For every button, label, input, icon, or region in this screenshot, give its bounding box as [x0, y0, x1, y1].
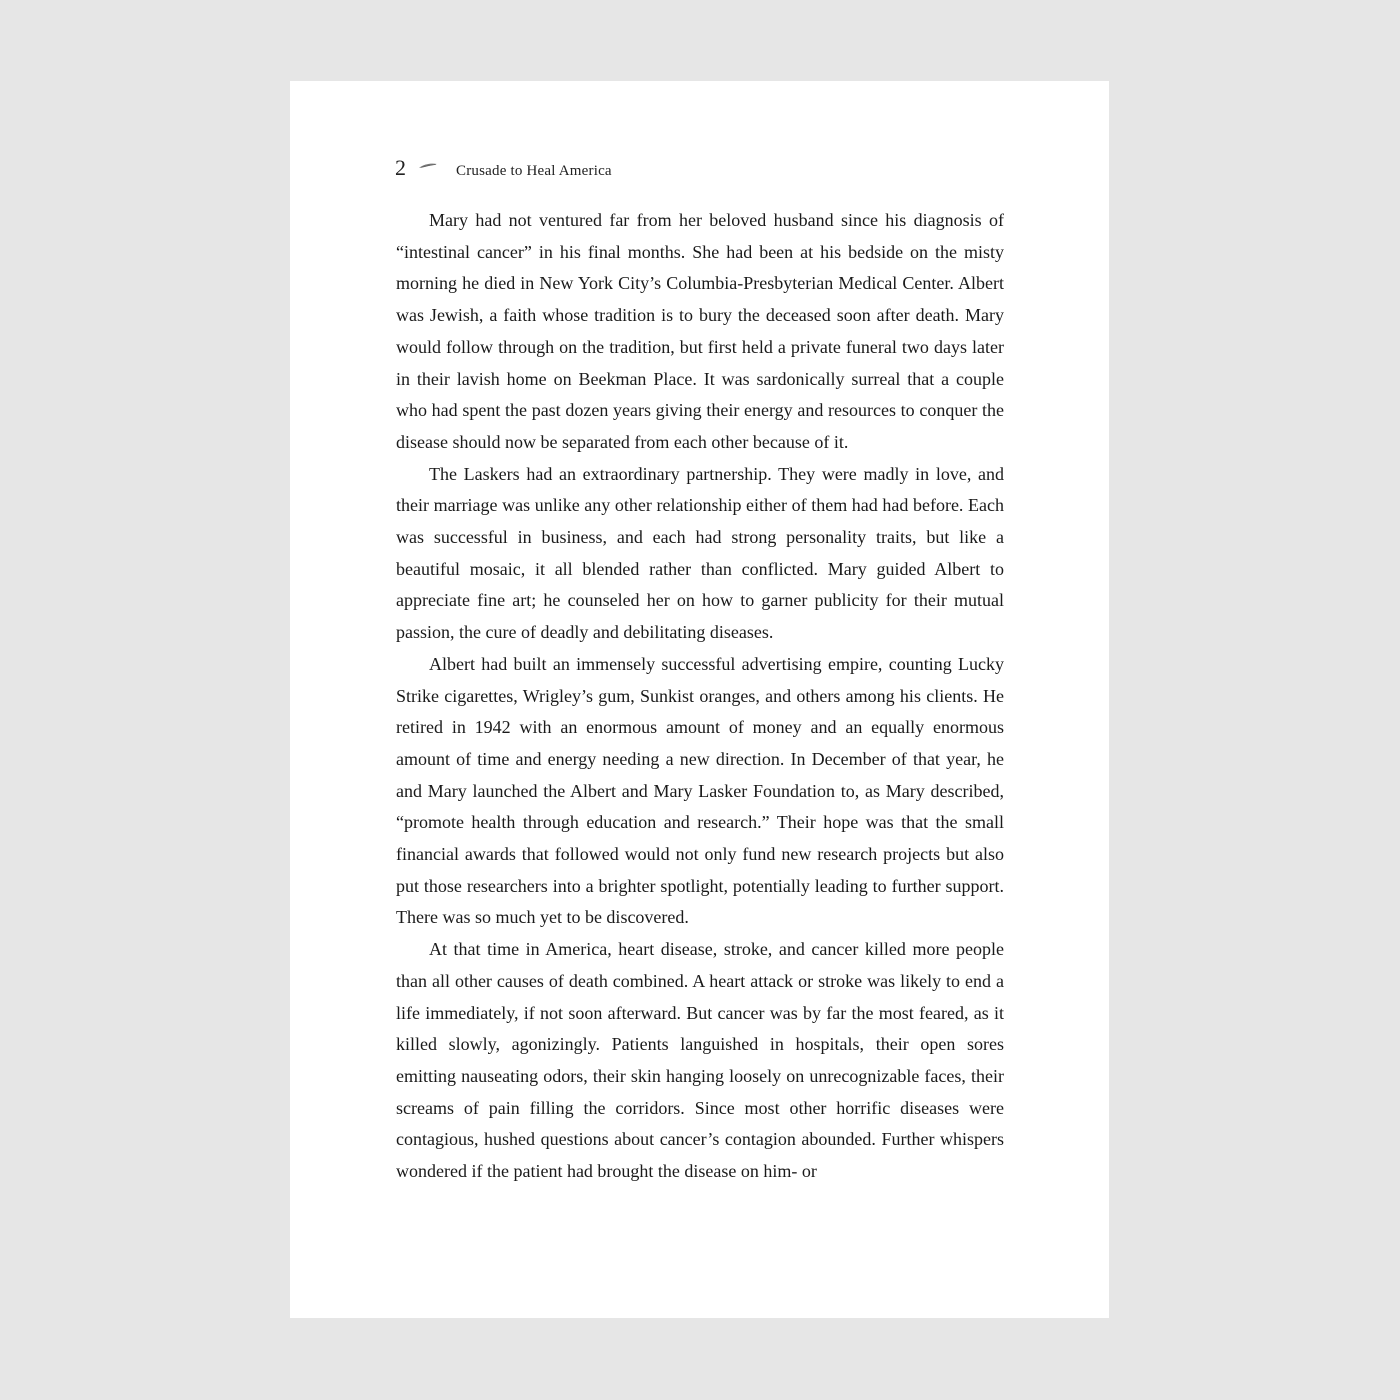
paragraph-1: Mary had not ventured far from her beloved husband since his diagnosis of “intestinal cancer” in his final months. She had been at his bedside on the misty morning he died in New York City’s Columbia-Presbyterian Medical Center. Albert was Jewish, a faith whose tradition is to bury the deceased soon after death. Mary would follow through on the tradition, but first held a private funeral two days later in their lavish home on Beekman Place. It was sardonically surreal that a couple who had spent the past dozen years giving their energy and resources to conquer the disease should now be separated from each other because of it.: [396, 210, 1004, 452]
book-page: [290, 81, 1109, 1318]
book-title: Crusade to Heal America: [456, 163, 612, 179]
paragraph-4: At that time in America, heart disease, stroke, and cancer killed more people than all other causes of death combined. A heart attack or stroke was likely to end a life immediately, if not soon afterward. But cancer was by far the most feared, as it killed slowly, agonizingly. Patients languished in hospitals, their open sores emitting nauseating odors, their skin hanging loosely on unrecognizable faces, their screams of pain filling the corridors. Since most other horrific diseases were contagious, hushed questions about cancer’s contagion abounded. Further whispers wondered if the patient had brought the disease on him- or: [396, 939, 1004, 1182]
leaf-flourish-icon: [418, 158, 438, 168]
body-text: [396, 205, 1004, 1188]
page-number: 2: [395, 155, 406, 180]
paragraph-3: Albert had built an immensely successful advertising empire, counting Lucky Strike cigarettes, Wrigley’s gum, Sunkist oranges, and others among his clients. He retired in 1942 with an enormous amount of money and an equally enormous amount of time and energy needing a new direction. In December of that year, he and Mary launched the Albert and Mary Lasker Foundation to, as Mary described, “promote health through education and research.” Their hope was that the small financial awards that followed would not only fund new research projects but also put those researchers into a brighter spotlight, potentially leading to further support. There was so much yet to be discovered.: [396, 653, 1004, 928]
paragraph-2: The Laskers had an extraordinary partnership. They were madly in love, and their marriage was unlike any other relationship either of them had had before. Each was successful in business, and each had strong personality traits, but like a beautiful mosaic, it all blended rather than conflicted. Mary guided Albert to appreciate fine art; he counseled her on how to garner publicity for their mutual passion, the cure of deadly and debilitating diseases.: [396, 463, 1004, 643]
running-head: [395, 157, 612, 179]
